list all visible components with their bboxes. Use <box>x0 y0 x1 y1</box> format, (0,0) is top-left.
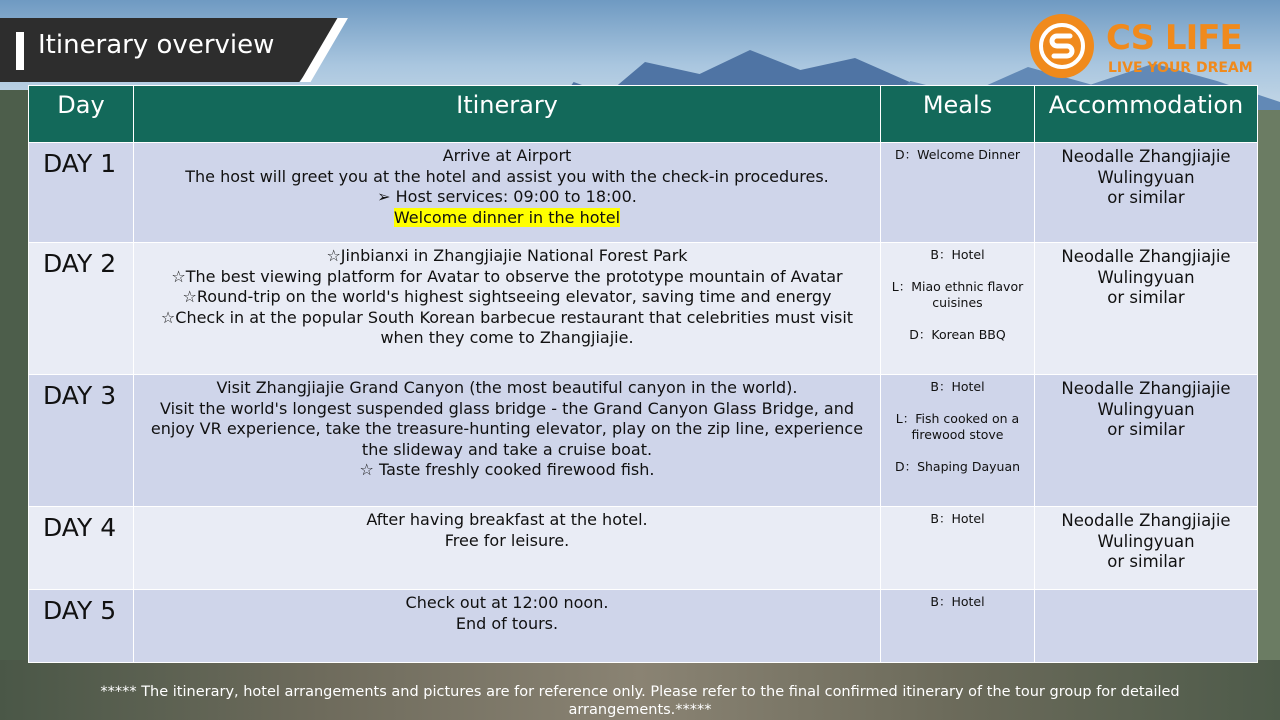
meal-spacer <box>885 443 1030 459</box>
meal-item: D：Korean BBQ <box>909 327 1006 342</box>
column-header-accommodation: Accommodation <box>1035 86 1258 143</box>
title-marker <box>16 32 24 70</box>
accommodation-line: Wulingyuan <box>1097 167 1195 187</box>
meal-item: B：Hotel <box>930 594 985 609</box>
itinerary-line: ☆Round-trip on the world's highest sightseeing elevator, saving time and energy <box>182 287 832 306</box>
accommodation-line: or similar <box>1107 552 1185 571</box>
meal-item: L：Miao ethnic flavor cuisines <box>891 279 1024 310</box>
accommodation-line: Wulingyuan <box>1097 267 1195 287</box>
column-header-meals: Meals <box>881 86 1035 143</box>
accommodation-cell <box>1035 243 1258 375</box>
accommodation-line: Wulingyuan <box>1097 399 1195 419</box>
company-logo <box>1030 12 1270 82</box>
itinerary-line: Visit Zhangjiajie Grand Canyon (the most beautiful canyon in the world). <box>216 378 798 397</box>
column-header-day: Day <box>29 86 134 143</box>
itinerary-line: After having breakfast at the hotel. <box>366 510 648 529</box>
itinerary-line: ☆ Taste freshly cooked firewood fish. <box>359 460 655 479</box>
table-header-row <box>29 86 1258 143</box>
meals-cell <box>881 507 1035 590</box>
table-row-day-3 <box>29 375 1258 507</box>
meals-cell <box>881 375 1035 507</box>
itinerary-line: ☆Jinbianxi in Zhangjiajie National Forest Park <box>326 246 688 265</box>
meal-item: B：Hotel <box>930 511 985 526</box>
itinerary-cell <box>134 243 881 375</box>
itinerary-cell <box>134 375 881 507</box>
table-row-day-2 <box>29 243 1258 375</box>
meal-item: B：Hotel <box>930 379 985 394</box>
meal-item: D：Shaping Dayuan <box>894 459 1021 474</box>
itinerary-table-wrapper <box>28 85 1257 663</box>
column-header-itinerary: Itinerary <box>134 86 881 143</box>
meal-spacer <box>885 395 1030 411</box>
table-row-day-4 <box>29 507 1258 590</box>
meals-cell <box>881 243 1035 375</box>
itinerary-line-highlighted <box>144 208 870 229</box>
day-cell: DAY 3 <box>29 375 134 507</box>
cs-swirl-logo-icon <box>1030 14 1094 78</box>
disclaimer-note: ***** The itinerary, hotel arrangements and pictures are for reference only. Please refer to the final confirmed itinerary of the tour group for detailed arrangements.***** <box>100 684 1180 718</box>
accommodation-line: Neodalle Zhangjiajie <box>1061 379 1231 398</box>
logo-tagline: LIVE YOUR DREAM <box>1108 60 1253 76</box>
meal-item: L：Fish cooked on a firewood stove <box>895 411 1020 442</box>
itinerary-line: Free for leisure. <box>444 530 570 550</box>
meals-cell <box>881 143 1035 243</box>
logo-name: CS LIFE <box>1106 18 1242 58</box>
accommodation-line: Neodalle Zhangjiajie <box>1061 511 1231 530</box>
day-cell: DAY 2 <box>29 243 134 375</box>
accommodation-cell <box>1035 375 1258 507</box>
table-row-day-1 <box>29 143 1258 243</box>
itinerary-table <box>28 85 1258 663</box>
itinerary-line: Check out at 12:00 noon. <box>405 593 609 612</box>
itinerary-line: ☆Check in at the popular South Korean barbecue restaurant that celebrities must visit when they come to Zhangjiajie. <box>160 307 854 347</box>
page-title: Itinerary overview <box>38 30 275 60</box>
meal-item: B：Hotel <box>930 247 985 262</box>
meal-spacer <box>885 263 1030 279</box>
accommodation-cell <box>1035 143 1258 243</box>
itinerary-line: End of tours. <box>455 613 559 633</box>
itinerary-line: The host will greet you at the hotel and assist you with the check-in procedures. <box>185 166 829 186</box>
day-cell: DAY 1 <box>29 143 134 243</box>
itinerary-line: ➢ Host services: 09:00 to 18:00. <box>377 187 637 206</box>
itinerary-line: Arrive at Airport <box>442 146 572 165</box>
itinerary-cell <box>134 590 881 663</box>
meal-spacer <box>885 311 1030 327</box>
table-row-day-5 <box>29 590 1258 663</box>
day-cell: DAY 5 <box>29 590 134 663</box>
day-cell: DAY 4 <box>29 507 134 590</box>
meal-item: D：Welcome Dinner <box>894 147 1021 162</box>
accommodation-line: or similar <box>1107 288 1185 307</box>
itinerary-line: ☆The best viewing platform for Avatar to observe the prototype mountain of Avatar <box>171 266 843 286</box>
highlighted-text: Welcome dinner in the hotel <box>393 207 621 227</box>
itinerary-line: Visit the world's longest suspended glass bridge - the Grand Canyon Glass Bridge, and enjoy VR experience, take the treasure-hunting elevator, play on the zip line, experience the slideway and take a cruise boat. <box>150 398 864 459</box>
itinerary-cell <box>134 143 881 243</box>
accommodation-line: Wulingyuan <box>1097 531 1195 551</box>
accommodation-cell <box>1035 590 1258 663</box>
accommodation-line: Neodalle Zhangjiajie <box>1061 147 1231 166</box>
meals-cell <box>881 590 1035 663</box>
accommodation-line: or similar <box>1107 420 1185 439</box>
accommodation-cell <box>1035 507 1258 590</box>
accommodation-line: Neodalle Zhangjiajie <box>1061 247 1231 266</box>
itinerary-cell <box>134 507 881 590</box>
accommodation-line: or similar <box>1107 188 1185 207</box>
